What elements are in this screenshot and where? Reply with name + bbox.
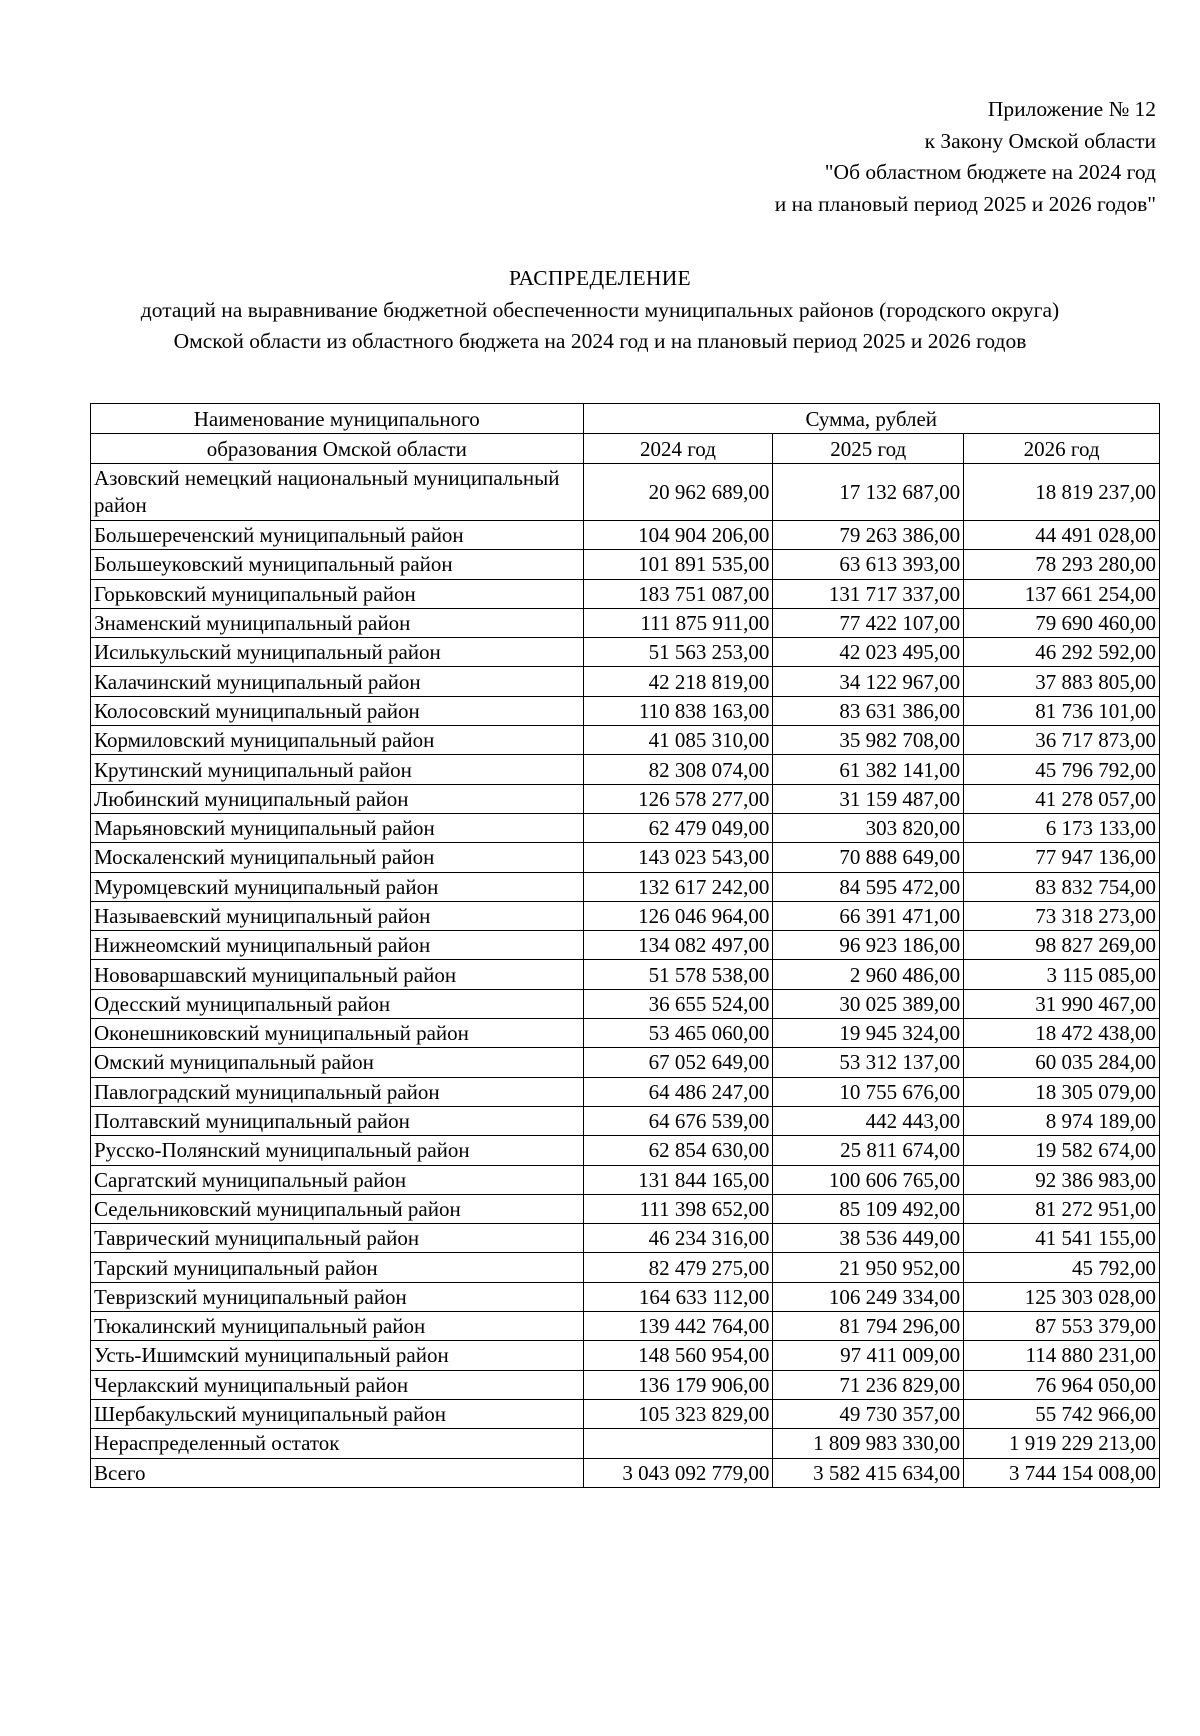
appendix-line-2: к Закону Омской области	[924, 128, 1156, 153]
table-row	[91, 667, 1160, 696]
cell-amount-2024: 53 465 060,00	[583, 1019, 773, 1048]
cell-municipality-name: Полтавский муниципальный район	[91, 1106, 584, 1135]
cell-amount-2026: 18 305 079,00	[964, 1077, 1160, 1106]
cell-amount-2024: 139 442 764,00	[583, 1312, 773, 1341]
cell-municipality-name: Оконешниковский муниципальный район	[91, 1019, 584, 1048]
cell-amount-2026: 36 717 873,00	[964, 726, 1160, 755]
cell-amount-2026: 41 278 057,00	[964, 784, 1160, 813]
table-row	[91, 1106, 1160, 1135]
table-row	[91, 813, 1160, 842]
cell-amount-2026: 55 742 966,00	[964, 1399, 1160, 1428]
header-name-line-1: Наименование муниципального	[91, 404, 584, 434]
table-row	[91, 1048, 1160, 1077]
cell-amount-2025: 84 595 472,00	[773, 872, 964, 901]
cell-municipality-name: Калачинский муниципальный район	[91, 667, 584, 696]
cell-amount-2025: 61 382 141,00	[773, 755, 964, 784]
document-title	[0, 263, 1200, 358]
cell-amount-2025: 63 613 393,00	[773, 550, 964, 579]
cell-municipality-name: Большереченский муниципальный район	[91, 521, 584, 550]
header-row-1	[91, 404, 1160, 434]
cell-amount-2025: 19 945 324,00	[773, 1019, 964, 1048]
cell-amount-2026: 76 964 050,00	[964, 1370, 1160, 1399]
table-row	[91, 989, 1160, 1018]
cell-municipality-name: Кормиловский муниципальный район	[91, 726, 584, 755]
cell-municipality-name: Знаменский муниципальный район	[91, 608, 584, 637]
cell-amount-2026: 98 827 269,00	[964, 931, 1160, 960]
table-row	[91, 1458, 1160, 1487]
cell-municipality-name: Усть-Ишимский муниципальный район	[91, 1341, 584, 1370]
cell-amount-2024: 36 655 524,00	[583, 989, 773, 1018]
table-row	[91, 696, 1160, 725]
cell-amount-2025: 35 982 708,00	[773, 726, 964, 755]
cell-amount-2025: 10 755 676,00	[773, 1077, 964, 1106]
cell-municipality-name: Любинский муниципальный район	[91, 784, 584, 813]
cell-amount-2024	[583, 1429, 773, 1458]
appendix-line-1: Приложение № 12	[987, 97, 1156, 121]
cell-amount-2024: 126 578 277,00	[583, 784, 773, 813]
cell-amount-2024: 64 676 539,00	[583, 1106, 773, 1135]
cell-amount-2025: 17 132 687,00	[773, 464, 964, 521]
table-row	[91, 521, 1160, 550]
cell-amount-2025: 21 950 952,00	[773, 1253, 964, 1282]
cell-amount-2026: 92 386 983,00	[964, 1165, 1160, 1194]
cell-amount-2026: 114 880 231,00	[964, 1341, 1160, 1370]
cell-amount-2024: 42 218 819,00	[583, 667, 773, 696]
cell-amount-2026: 8 974 189,00	[964, 1106, 1160, 1135]
table-row	[91, 901, 1160, 930]
cell-amount-2025: 53 312 137,00	[773, 1048, 964, 1077]
cell-municipality-name: Тюкалинский муниципальный район	[91, 1312, 584, 1341]
table-row	[91, 464, 1160, 521]
cell-amount-2024: 111 875 911,00	[583, 608, 773, 637]
cell-amount-2024: 67 052 649,00	[583, 1048, 773, 1077]
appendix-line-4: и на плановый период 2025 и 2026 годов"	[774, 191, 1156, 216]
cell-amount-2026: 77 947 136,00	[964, 843, 1160, 872]
cell-municipality-name: Черлакский муниципальный район	[91, 1370, 584, 1399]
cell-amount-2026: 83 832 754,00	[964, 872, 1160, 901]
cell-amount-2024: 134 082 497,00	[583, 931, 773, 960]
cell-municipality-name: Омский муниципальный район	[91, 1048, 584, 1077]
table-row	[91, 1253, 1160, 1282]
cell-municipality-name: Муромцевский муниципальный район	[91, 872, 584, 901]
cell-municipality-name: Нововаршавский муниципальный район	[91, 960, 584, 989]
cell-amount-2024: 62 854 630,00	[583, 1136, 773, 1165]
distribution-table	[90, 403, 1160, 1488]
cell-amount-2025: 1 809 983 330,00	[773, 1429, 964, 1458]
table-row	[91, 960, 1160, 989]
cell-amount-2025: 31 159 487,00	[773, 784, 964, 813]
cell-amount-2026: 6 173 133,00	[964, 813, 1160, 842]
cell-amount-2026: 45 796 792,00	[964, 755, 1160, 784]
table-row	[91, 1077, 1160, 1106]
cell-amount-2026: 18 819 237,00	[964, 464, 1160, 521]
cell-amount-2025: 42 023 495,00	[773, 638, 964, 667]
table-row	[91, 608, 1160, 637]
cell-amount-2025: 71 236 829,00	[773, 1370, 964, 1399]
title-line-3: Омской области из областного бюджета на 2024 год и на плановый период 2025 и 2026 годов	[173, 329, 1027, 353]
cell-amount-2025: 30 025 389,00	[773, 989, 964, 1018]
cell-amount-2025: 85 109 492,00	[773, 1194, 964, 1223]
cell-amount-2025: 83 631 386,00	[773, 696, 964, 725]
cell-municipality-name: Павлоградский муниципальный район	[91, 1077, 584, 1106]
cell-amount-2025: 66 391 471,00	[773, 901, 964, 930]
cell-amount-2025: 25 811 674,00	[773, 1136, 964, 1165]
title-line-1: РАСПРЕДЕЛЕНИЕ	[509, 266, 691, 290]
cell-municipality-name: Саргатский муниципальный район	[91, 1165, 584, 1194]
cell-municipality-name: Называевский муниципальный район	[91, 901, 584, 930]
table-row	[91, 1429, 1160, 1458]
header-sum: Сумма, рублей	[583, 404, 1160, 434]
table-row	[91, 1370, 1160, 1399]
cell-amount-2025: 49 730 357,00	[773, 1399, 964, 1428]
cell-amount-2024: 111 398 652,00	[583, 1194, 773, 1223]
cell-amount-2024: 164 633 112,00	[583, 1282, 773, 1311]
header-year-2024: 2024 год	[583, 434, 773, 464]
cell-municipality-name: Москаленский муниципальный район	[91, 843, 584, 872]
cell-amount-2026: 19 582 674,00	[964, 1136, 1160, 1165]
cell-amount-2024: 82 479 275,00	[583, 1253, 773, 1282]
cell-amount-2025: 38 536 449,00	[773, 1224, 964, 1253]
cell-amount-2024: 110 838 163,00	[583, 696, 773, 725]
table-row	[91, 1399, 1160, 1428]
cell-amount-2025: 96 923 186,00	[773, 931, 964, 960]
table-row	[91, 843, 1160, 872]
table-row	[91, 550, 1160, 579]
cell-municipality-name: Одесский муниципальный район	[91, 989, 584, 1018]
table-row	[91, 1224, 1160, 1253]
cell-amount-2025: 131 717 337,00	[773, 579, 964, 608]
cell-municipality-name: Нижнеомский муниципальный район	[91, 931, 584, 960]
cell-amount-2024: 62 479 049,00	[583, 813, 773, 842]
cell-amount-2024: 126 046 964,00	[583, 901, 773, 930]
table-row	[91, 579, 1160, 608]
cell-municipality-name: Крутинский муниципальный район	[91, 755, 584, 784]
cell-municipality-name: Марьяновский муниципальный район	[91, 813, 584, 842]
cell-amount-2024: 3 043 092 779,00	[583, 1458, 773, 1487]
cell-amount-2025: 442 443,00	[773, 1106, 964, 1135]
header-year-2026: 2026 год	[964, 434, 1160, 464]
appendix-line-3: "Об областном бюджете на 2024 год	[824, 160, 1156, 184]
table-row	[91, 1282, 1160, 1311]
cell-municipality-name: Колосовский муниципальный район	[91, 696, 584, 725]
cell-amount-2024: 136 179 906,00	[583, 1370, 773, 1399]
cell-amount-2024: 64 486 247,00	[583, 1077, 773, 1106]
cell-municipality-name: Тевризский муниципальный район	[91, 1282, 584, 1311]
cell-municipality-name: Исилькульский муниципальный район	[91, 638, 584, 667]
cell-amount-2026: 18 472 438,00	[964, 1019, 1160, 1048]
cell-amount-2025: 97 411 009,00	[773, 1341, 964, 1370]
cell-municipality-name: Седельниковский муниципальный район	[91, 1194, 584, 1223]
cell-municipality-name: Нераспределенный остаток	[91, 1429, 584, 1458]
table-row	[91, 1136, 1160, 1165]
cell-amount-2026: 78 293 280,00	[964, 550, 1160, 579]
header-row-2	[91, 434, 1160, 464]
cell-amount-2026: 73 318 273,00	[964, 901, 1160, 930]
table-row	[91, 1165, 1160, 1194]
cell-amount-2026: 1 919 229 213,00	[964, 1429, 1160, 1458]
cell-amount-2025: 77 422 107,00	[773, 608, 964, 637]
cell-amount-2026: 3 115 085,00	[964, 960, 1160, 989]
cell-amount-2025: 34 122 967,00	[773, 667, 964, 696]
cell-amount-2026: 81 272 951,00	[964, 1194, 1160, 1223]
cell-amount-2024: 105 323 829,00	[583, 1399, 773, 1428]
cell-amount-2025: 303 820,00	[773, 813, 964, 842]
cell-amount-2025: 3 582 415 634,00	[773, 1458, 964, 1487]
table-row	[91, 1194, 1160, 1223]
cell-amount-2026: 44 491 028,00	[964, 521, 1160, 550]
cell-amount-2025: 70 888 649,00	[773, 843, 964, 872]
cell-amount-2026: 45 792,00	[964, 1253, 1160, 1282]
table-row	[91, 931, 1160, 960]
cell-amount-2024: 101 891 535,00	[583, 550, 773, 579]
header-year-2025: 2025 год	[773, 434, 964, 464]
table-row	[91, 638, 1160, 667]
header-name-line-2: образования Омской области	[91, 434, 584, 464]
cell-amount-2024: 148 560 954,00	[583, 1341, 773, 1370]
cell-municipality-name: Большеуковский муниципальный район	[91, 550, 584, 579]
cell-amount-2024: 51 578 538,00	[583, 960, 773, 989]
table-row	[91, 784, 1160, 813]
cell-amount-2026: 137 661 254,00	[964, 579, 1160, 608]
cell-municipality-name: Всего	[91, 1458, 584, 1487]
cell-amount-2026: 87 553 379,00	[964, 1312, 1160, 1341]
cell-amount-2024: 46 234 316,00	[583, 1224, 773, 1253]
cell-amount-2026: 31 990 467,00	[964, 989, 1160, 1018]
cell-municipality-name: Горьковский муниципальный район	[91, 579, 584, 608]
cell-amount-2024: 20 962 689,00	[583, 464, 773, 521]
cell-amount-2024: 132 617 242,00	[583, 872, 773, 901]
table-row	[91, 872, 1160, 901]
cell-amount-2025: 81 794 296,00	[773, 1312, 964, 1341]
cell-amount-2026: 41 541 155,00	[964, 1224, 1160, 1253]
cell-amount-2024: 51 563 253,00	[583, 638, 773, 667]
cell-amount-2026: 37 883 805,00	[964, 667, 1160, 696]
table-row	[91, 1019, 1160, 1048]
cell-amount-2024: 183 751 087,00	[583, 579, 773, 608]
cell-amount-2025: 2 960 486,00	[773, 960, 964, 989]
cell-amount-2026: 79 690 460,00	[964, 608, 1160, 637]
cell-amount-2024: 131 844 165,00	[583, 1165, 773, 1194]
cell-amount-2025: 106 249 334,00	[773, 1282, 964, 1311]
appendix-note	[775, 94, 1156, 220]
table-row	[91, 726, 1160, 755]
cell-municipality-name: Таврический муниципальный район	[91, 1224, 584, 1253]
table-row	[91, 1312, 1160, 1341]
cell-municipality-name: Русско-Полянский муниципальный район	[91, 1136, 584, 1165]
table-row	[91, 755, 1160, 784]
cell-municipality-name: Тарский муниципальный район	[91, 1253, 584, 1282]
table-row	[91, 1341, 1160, 1370]
cell-amount-2025: 100 606 765,00	[773, 1165, 964, 1194]
cell-municipality-name: Шербакульский муниципальный район	[91, 1399, 584, 1428]
title-line-2: дотаций на выравнивание бюджетной обеспеченности муниципальных районов (городского округа)	[140, 297, 1060, 322]
cell-amount-2026: 46 292 592,00	[964, 638, 1160, 667]
cell-amount-2024: 41 085 310,00	[583, 726, 773, 755]
cell-amount-2024: 104 904 206,00	[583, 521, 773, 550]
cell-amount-2024: 82 308 074,00	[583, 755, 773, 784]
cell-amount-2026: 3 744 154 008,00	[964, 1458, 1160, 1487]
cell-amount-2026: 60 035 284,00	[964, 1048, 1160, 1077]
cell-amount-2026: 81 736 101,00	[964, 696, 1160, 725]
cell-amount-2026: 125 303 028,00	[964, 1282, 1160, 1311]
cell-amount-2024: 143 023 543,00	[583, 843, 773, 872]
cell-municipality-name: Азовский немецкий национальный муниципальный район	[91, 464, 584, 521]
cell-amount-2025: 79 263 386,00	[773, 521, 964, 550]
